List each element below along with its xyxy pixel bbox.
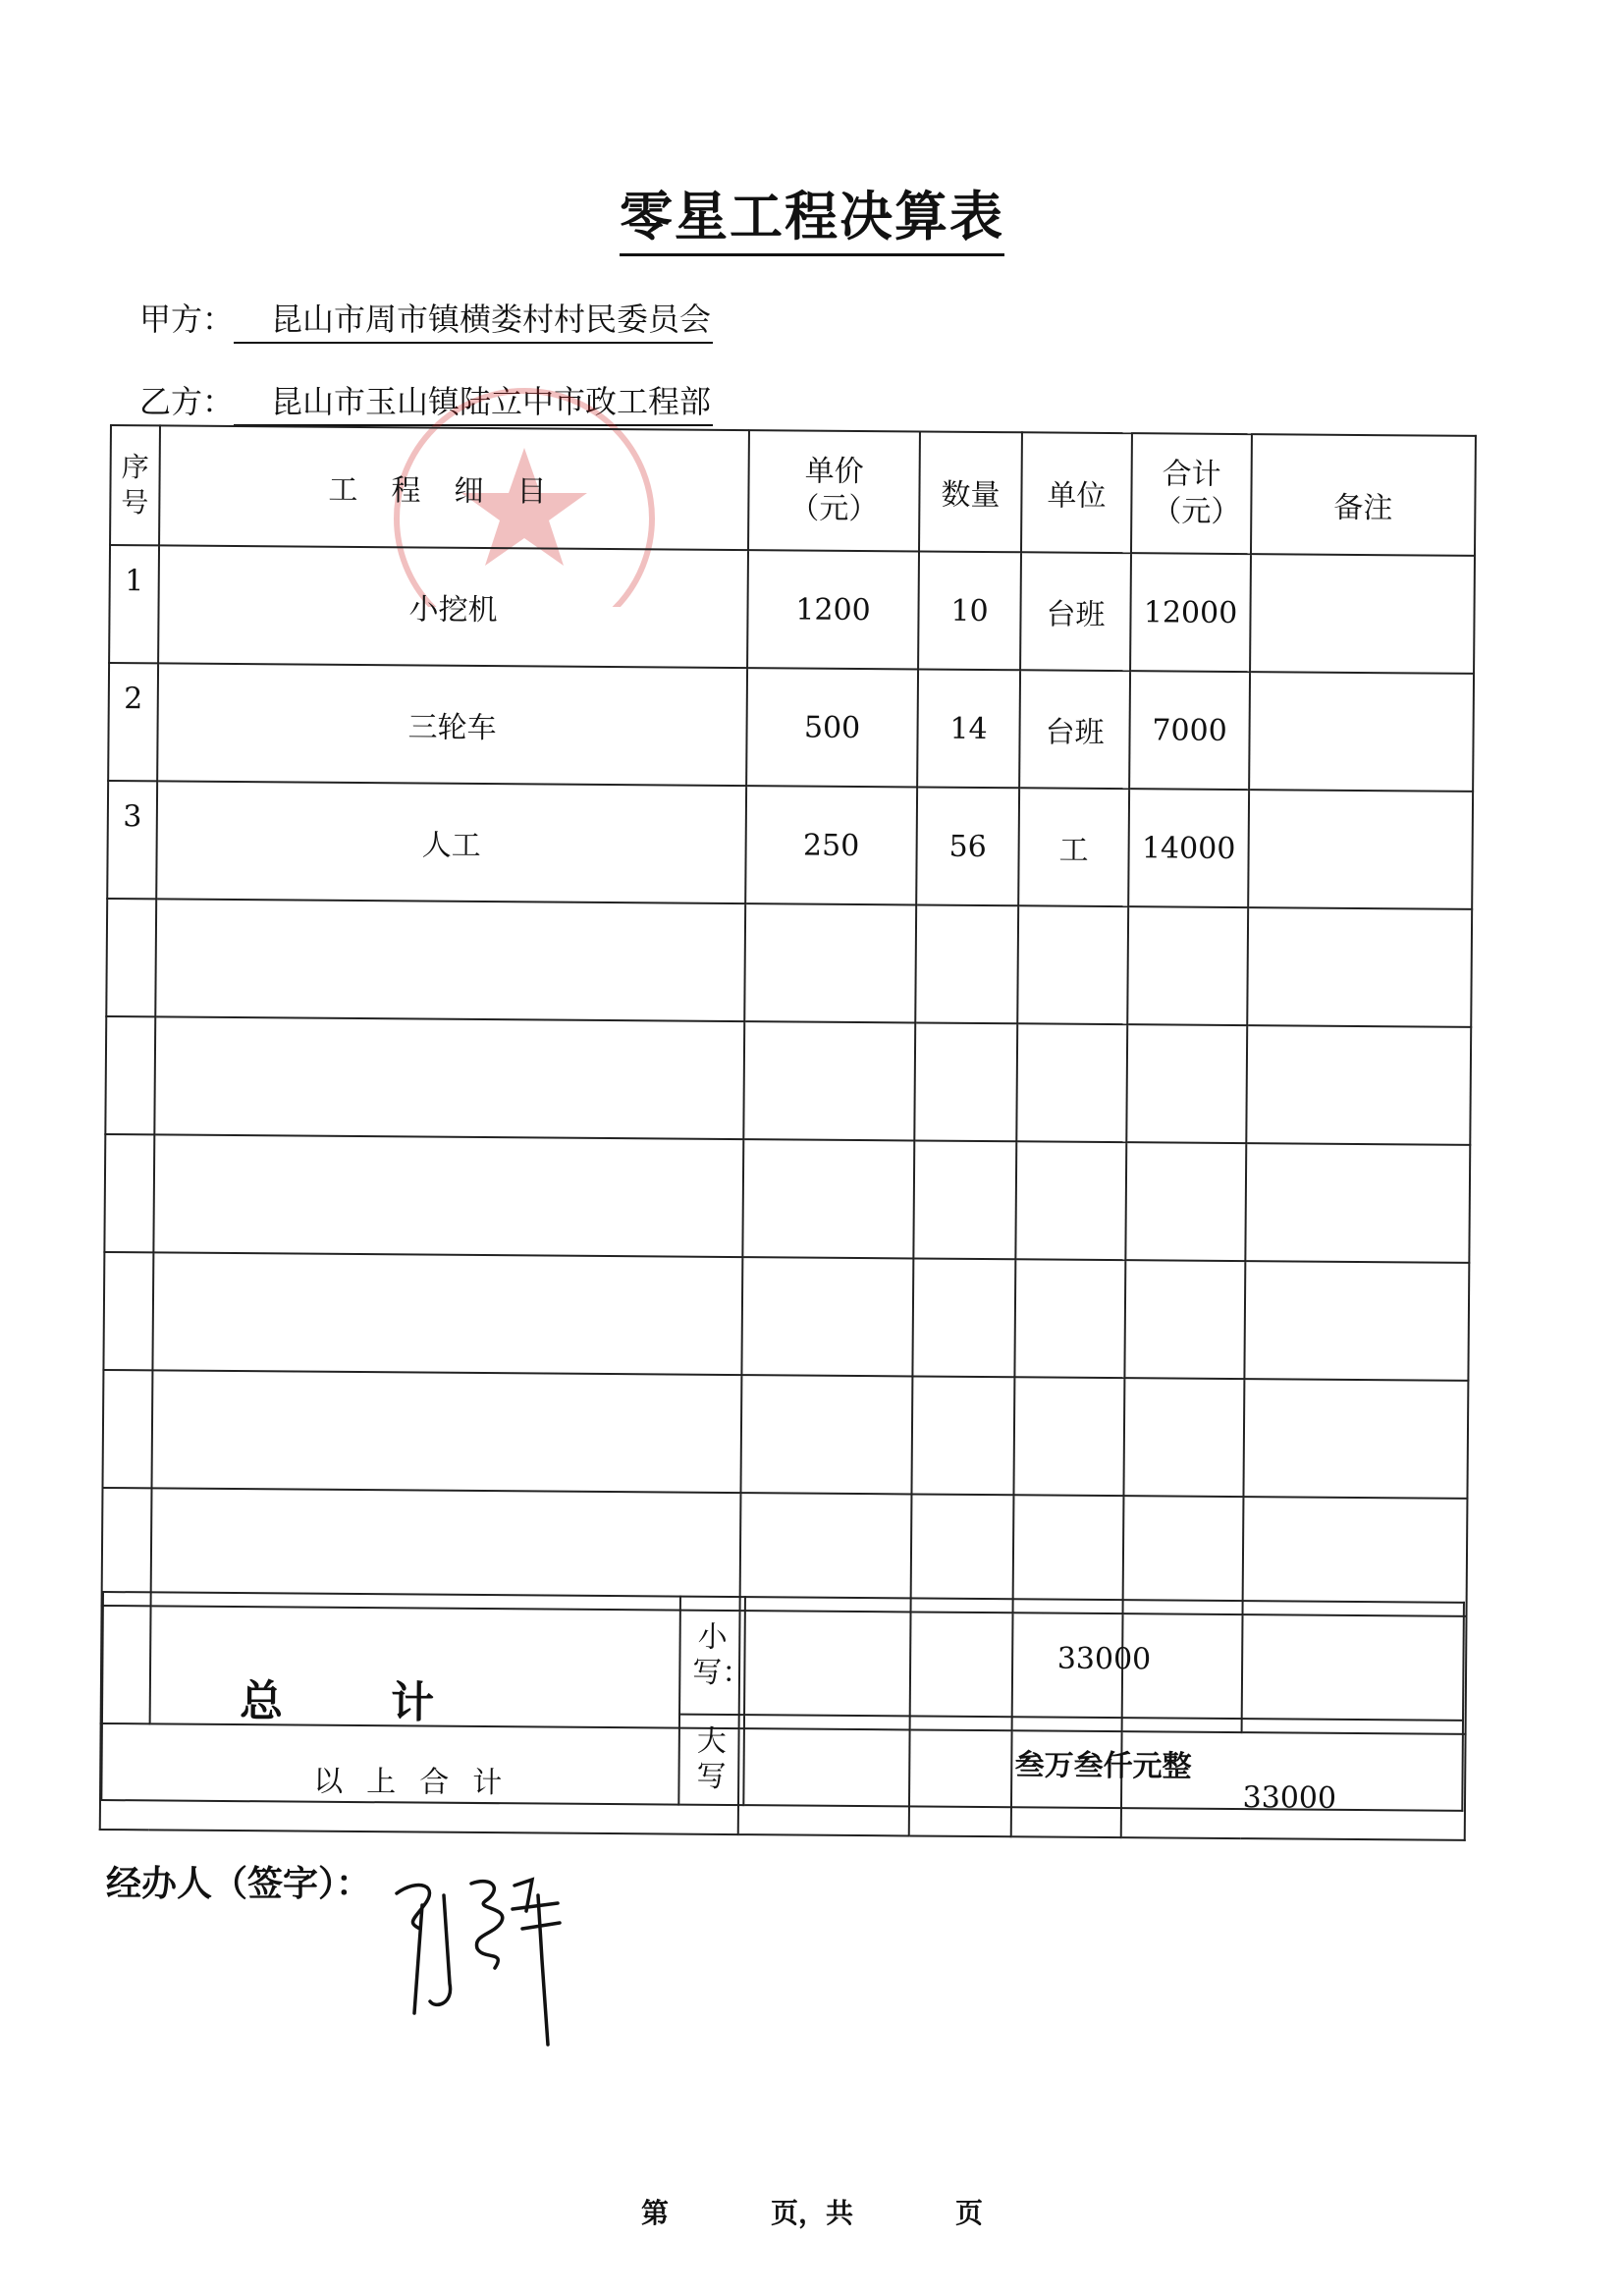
cell-unit-price [743, 1021, 915, 1140]
cell-amount [1125, 1142, 1246, 1261]
cell-seq [105, 1016, 155, 1134]
cell-qty [911, 1376, 1014, 1495]
cell-detail [152, 1252, 742, 1375]
table-row [104, 1134, 1470, 1263]
cell-unit-price [744, 903, 916, 1022]
party-b-value: 昆山市玉山镇陆立中市政工程部 [234, 377, 713, 426]
cell-detail [154, 1016, 744, 1139]
cell-seq: 1 [109, 545, 159, 663]
cell-detail [155, 899, 745, 1021]
page-footer [0, 2192, 1624, 2231]
cell-unit [1016, 1023, 1127, 1142]
total-table [100, 1591, 1463, 1812]
cell-unit [1013, 1377, 1124, 1496]
header-amount: 合计（元） [1131, 433, 1252, 554]
cell-unit-price: 250 [745, 786, 917, 904]
cell-amount [1123, 1378, 1244, 1497]
cell-remark [1243, 1379, 1468, 1499]
cell-detail [153, 1134, 743, 1257]
lower-case-label: 小写： [679, 1597, 745, 1716]
cell-remark [1249, 672, 1474, 792]
cell-remark [1244, 1261, 1469, 1381]
table-row [108, 663, 1474, 792]
table-row [107, 781, 1473, 909]
party-a-value: 昆山市周市镇横娄村村民委员会 [234, 295, 713, 344]
cell-seq [102, 1370, 152, 1488]
cell-qty [911, 1494, 1014, 1613]
cell-unit: 台班 [1020, 552, 1131, 671]
signer-label: 经办人（签字）： [106, 1863, 372, 1904]
cell-qty [914, 1022, 1017, 1141]
footer-of: 页，共 [770, 2197, 853, 2229]
header-detail: 工程细目 [159, 425, 749, 550]
cell-amount: 12000 [1130, 553, 1251, 672]
cell-remark [1243, 1497, 1468, 1616]
cell-unit-price: 500 [746, 668, 918, 787]
footer-total: 页 [955, 2197, 984, 2229]
handwritten-signature [385, 1866, 581, 2052]
upper-case-value: 叁万叁仟元整 [743, 1715, 1463, 1811]
cell-amount: 7000 [1129, 671, 1250, 790]
lower-case-value: 33000 [744, 1597, 1464, 1721]
cell-amount: 14000 [1128, 789, 1249, 907]
cell-qty [912, 1258, 1015, 1377]
footer-page: 第 [640, 2197, 669, 2229]
cell-qty: 14 [917, 669, 1020, 788]
cell-seq [104, 1134, 154, 1252]
cell-detail [151, 1370, 741, 1493]
cell-unit [1013, 1495, 1124, 1613]
cell-unit-price [740, 1493, 912, 1612]
table-row [103, 1252, 1469, 1381]
table-row [102, 1370, 1468, 1499]
cell-amount [1124, 1260, 1245, 1379]
cell-seq [103, 1252, 153, 1370]
cell-seq: 2 [108, 663, 158, 781]
cell-seq [102, 1488, 152, 1606]
cell-remark [1246, 1025, 1471, 1145]
cell-remark [1245, 1143, 1470, 1263]
cell-qty: 10 [918, 551, 1021, 670]
table-header-row [110, 425, 1476, 556]
header-qty: 数量 [919, 431, 1022, 552]
table-row [106, 899, 1472, 1027]
cell-remark [1248, 790, 1473, 909]
header-remark: 备注 [1251, 434, 1476, 556]
cell-detail: 小挖机 [158, 545, 748, 668]
cell-amount [1127, 906, 1248, 1025]
party-a-label: 甲方： [139, 301, 235, 338]
cell-unit-price: 1200 [747, 550, 919, 669]
cell-unit-price [740, 1375, 912, 1494]
cell-seq: 3 [107, 781, 157, 899]
subtotal-label: 以上合计 [100, 1723, 739, 1834]
cell-unit: 工 [1018, 788, 1129, 906]
upper-case-label: 大写 [678, 1715, 744, 1806]
cell-amount [1123, 1496, 1244, 1614]
cell-unit-price [742, 1139, 914, 1258]
cell-qty [915, 904, 1018, 1023]
total-label: 总计 [101, 1592, 680, 1805]
cell-detail: 人工 [156, 781, 746, 903]
header-unit-price: 单价（元） [748, 430, 920, 551]
cell-qty: 56 [916, 787, 1019, 905]
cell-amount [1126, 1024, 1247, 1143]
subtotal-value: 33000 [1121, 1731, 1466, 1840]
cell-remark [1247, 907, 1472, 1027]
header-seq: 序号 [110, 425, 160, 545]
cell-unit-price [741, 1257, 913, 1376]
header-unit: 单位 [1021, 432, 1132, 553]
cell-unit [1015, 1141, 1126, 1260]
cell-detail: 三轮车 [157, 663, 747, 786]
cell-remark [1250, 554, 1475, 674]
cell-unit [1014, 1259, 1125, 1378]
party-a [139, 295, 713, 344]
cell-unit: 台班 [1019, 670, 1130, 789]
party-b-label: 乙方： [139, 383, 235, 420]
table-row [109, 545, 1475, 674]
cell-qty [913, 1140, 1016, 1259]
table-row [105, 1016, 1471, 1145]
document-title: 零星工程决算表 [0, 175, 1624, 250]
cell-unit [1017, 905, 1128, 1024]
cell-seq [106, 899, 156, 1016]
